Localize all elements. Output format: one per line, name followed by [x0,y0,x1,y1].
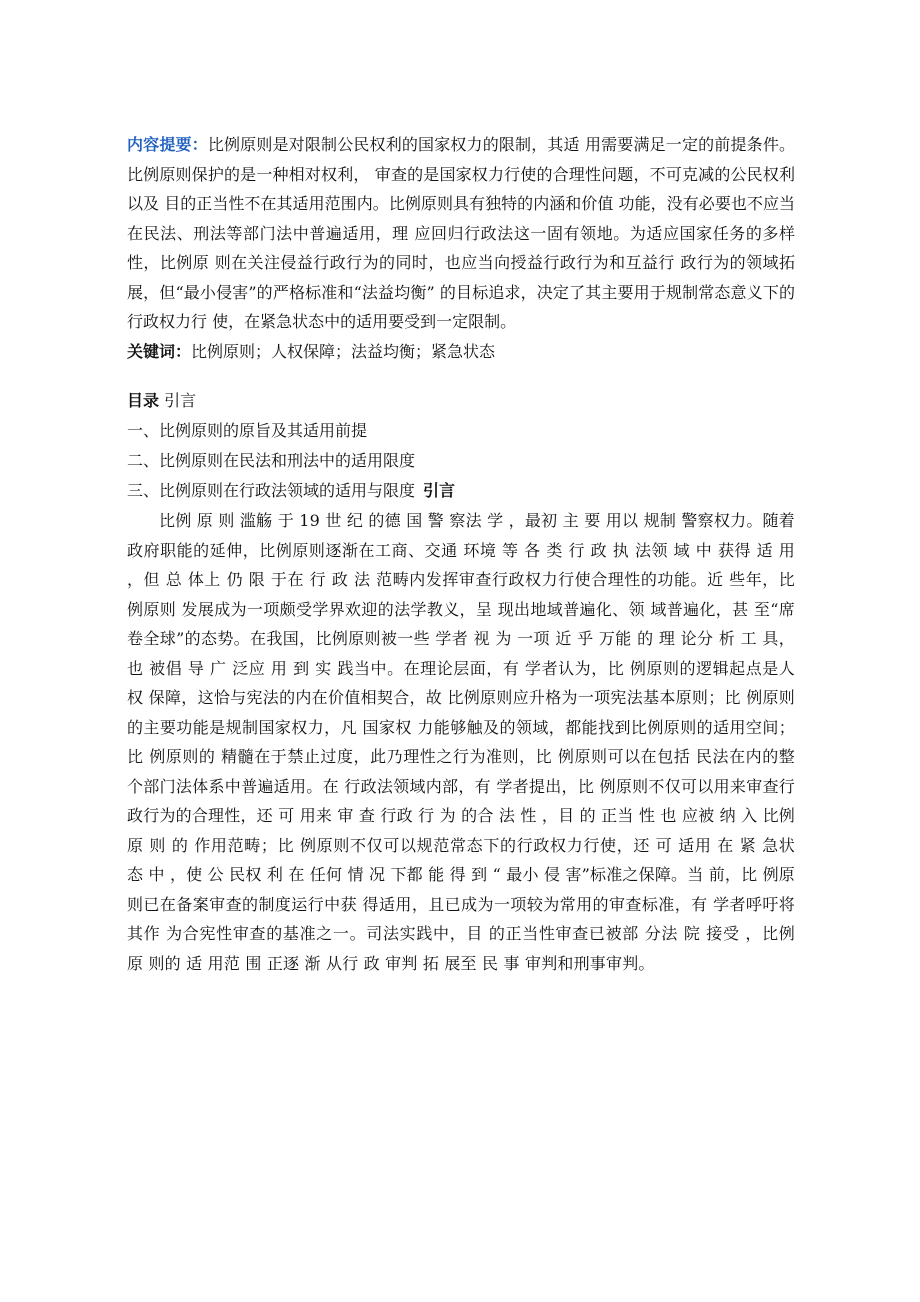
toc-header [127,386,795,416]
intro-paragraph: 比例 原 则 滥觞 于 19 世 纪 的德 国 警 察法 学 ，最初 主 要 用以 规制 警察权力。随着政府职能的延伸，比例原则逐渐在工商、交通 环境 等 各 类 行 政 执 法领 域 中 获得 适 用 ，但 总 体上 仍 限 于在 行 政 法 范畴内发挥审查行政权力行使合理性的功能。近 些年，比 例原则 发展成为一项颇受学界欢迎的法学教义，呈 现出地域普遍化、领 域普遍化，甚 至“席卷全球”的态势。在我国，比例原则被一些 学者 视 为 一项 近 乎 万能 的 理 论分 析 工 具， 也 被倡 导 广 泛应 用 到 实 践当中。在理论层面，有 学者认为，比 例原则的逻辑起点是人权 保障，这恰与宪法的内在价值相契合，故 比例原则应升格为一项宪法基本原则；比 例原则的主要功能是规制国家权力，凡 国家权 力能够触及的领域，都能找到比例原则的适用空间；比 例原则的 精髓在于禁止过度，此乃理性之行为准则，比 例原则可以在包括 民法在内的整个部门法体系中普遍适用。在 行政法领域内部，有 学者提出，比 例原则不仅可以用来审查行政行为的合理性，还 可 用来 审 查 行政 行 为 的合 法 性 ，目 的 正当 性 也 应被 纳 入 比例 原 则 的 作用范畴；比 例原则不仅可以规范常态下的行政权力行使，还 可 适用 在 紧 急状 态 中 ，使 公 民权 利 在 任何 情 况 下都 能 得 到 “ 最小 侵 害”标准之保障。当 前，比 例原则已在备案审查的制度运行中获 得适用，且已成为一项较为常用的审查标准，有 学者呼吁将其作 为合宪性审查的基准之一。司法实践中，目 的正当性审查已被部 分法 院 接受 ，比例 原 则的 适 用范 围 正逐 渐 从行 政 审判 拓 展至 民 事 审判和刑事审判。 [127,511,795,973]
abstract-paragraph [127,130,795,337]
abstract-text: 比例原则是对限制公民权利的国家权力的限制，其适 用需要满足一定的前提条件。比例原则保护的是一种相对权利， 审查的是国家权力行使的合理性问题，不可克减的公民权利以及 目的正当性不在其适用范围内。比例原则具有独特的内涵和价值 功能，没有必要也不应当在民法、刑法等部门法中普遍适用，理 应回归行政法这一固有领地。为适应国家任务的多样性，比例原 则在关注侵益行政行为的同时，也应当向授益行政行为和互益行 政行为的领域拓展，但“最小侵害”的严格标准和“法益均衡” 的目标追求，决定了其主要用于规制常态意义下的行政权力行 使，在紧急状态中的适用要受到一定限制。 [127,135,795,331]
keywords-line [127,337,795,367]
keywords-text: 比例原则；人权保障；法益均衡；紧急状态 [191,341,496,361]
toc-item-intro: 引言 [164,391,197,410]
abstract-label: 内容提要： [127,135,208,154]
table-of-contents [127,386,795,506]
toc-item-3 [127,476,795,506]
document-page [127,130,795,978]
toc-item-1: 一、比例原则的原旨及其适用前提 [127,421,368,440]
toc-item-2: 二、比例原则在民法和刑法中的适用限度 [127,451,416,470]
intro-section-heading: 引言 [423,481,456,500]
keywords-label: 关键词： [127,341,192,361]
toc-item-3-text: 三、比例原则在行政法领域的适用与限度 [127,481,416,500]
toc-title: 目录 [127,391,160,410]
